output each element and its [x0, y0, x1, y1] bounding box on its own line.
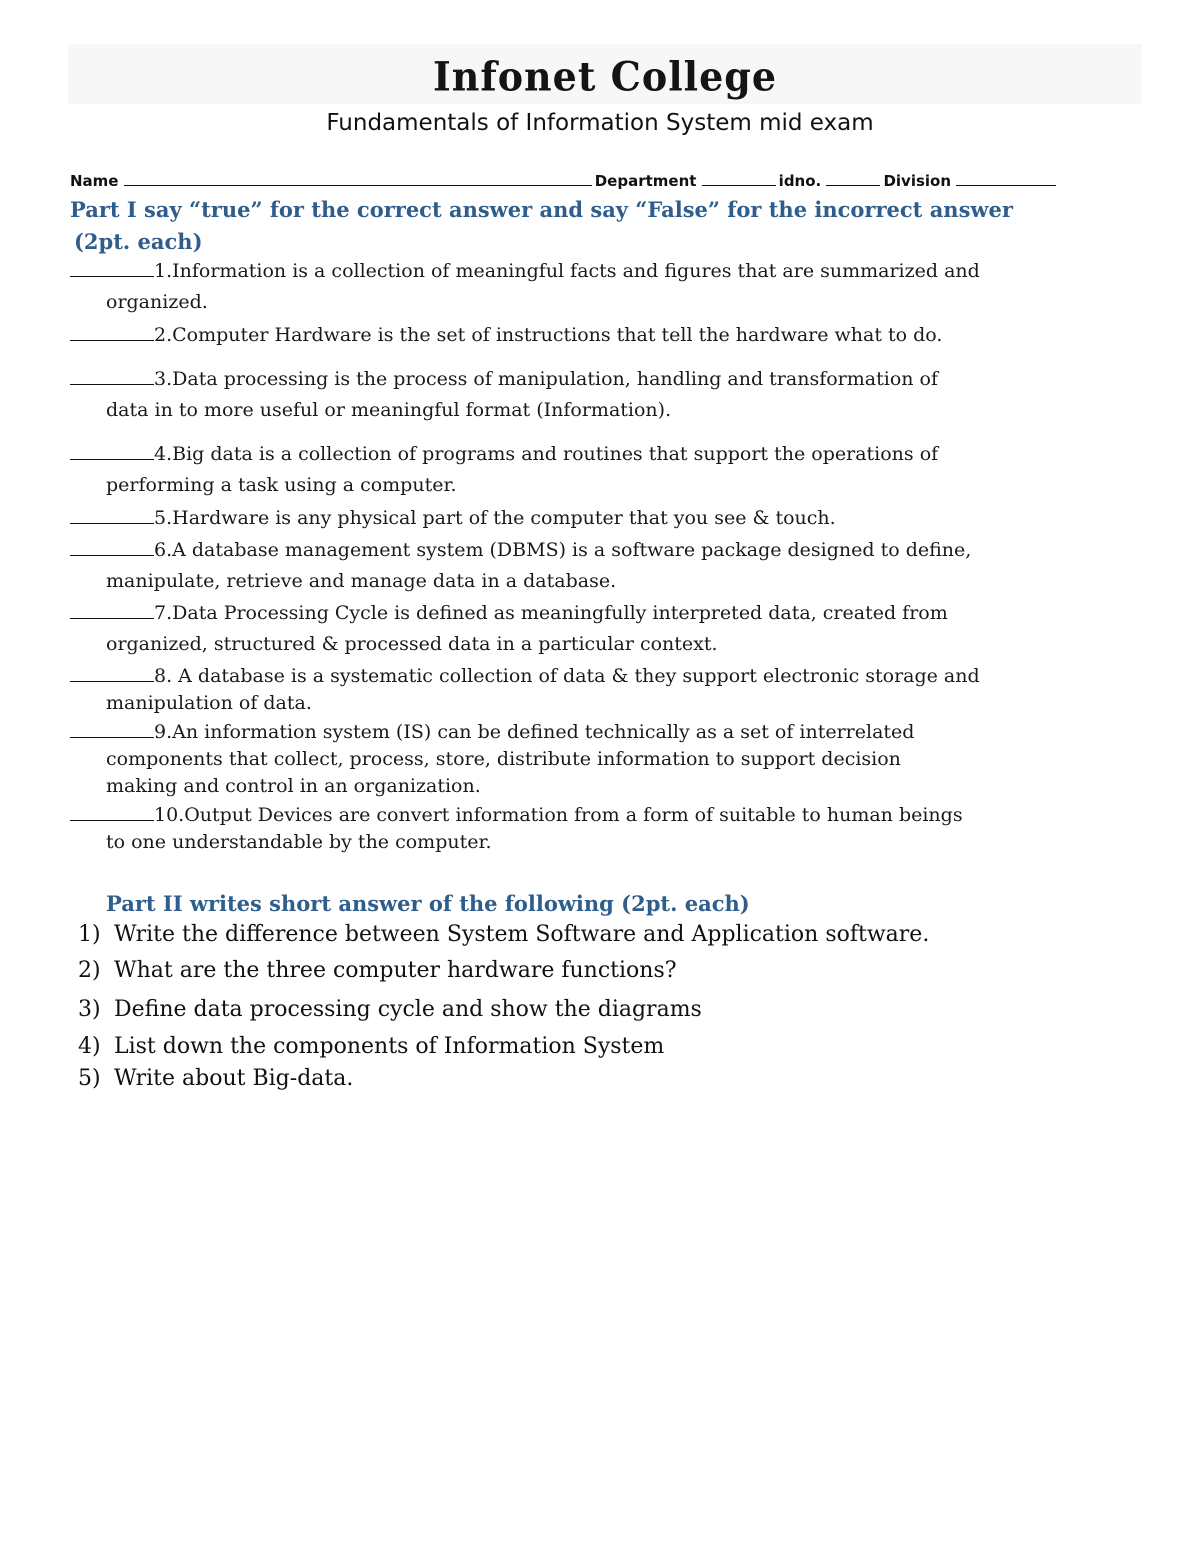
question-text: 7.Data Processing Cycle is defined as meaningfully interpreted data, created from — [154, 602, 948, 624]
question-number: 4) — [78, 1034, 101, 1059]
answer-blank[interactable] — [70, 440, 154, 460]
idno-label: idno. — [778, 172, 822, 190]
question-text-cont: organized. — [106, 291, 208, 313]
tf-question-6 — [70, 535, 1145, 597]
answer-blank[interactable] — [70, 801, 154, 821]
part1-heading: Part I say “true” for the correct answer and say “False” for the incorrect answer — [70, 197, 1013, 222]
question-text-cont: performing a task using a computer. — [106, 474, 457, 496]
tf-question-10 — [70, 801, 1145, 856]
department-field[interactable] — [702, 170, 776, 186]
part2-heading: Part II writes short answer of the following (2pt. each) — [106, 891, 750, 916]
division-label: Division — [883, 172, 952, 190]
question-text: 10.Output Devices are convert information from a form of suitable to human beings — [154, 804, 963, 826]
question-text-cont: organized, structured & processed data in a particular context. — [106, 633, 718, 655]
exam-title: Fundamentals of Information System mid exam — [326, 110, 874, 136]
tf-question-5 — [70, 503, 1145, 534]
college-banner — [68, 44, 1142, 104]
answer-blank[interactable] — [70, 504, 154, 524]
question-number: 3) — [78, 997, 101, 1022]
question-text-cont: data in to more useful or meaningful format (Information). — [106, 399, 672, 421]
tf-question-2 — [70, 320, 1145, 351]
division-field[interactable] — [956, 170, 1056, 186]
question-text: 6.A database management system (DBMS) is a software package designed to define, — [154, 539, 972, 561]
answer-blank[interactable] — [70, 365, 154, 385]
answer-blank[interactable] — [70, 599, 154, 619]
college-name: Infonet College — [432, 52, 778, 101]
short-answer-2 — [78, 958, 677, 983]
question-number: 2) — [78, 958, 101, 983]
question-text: 9.An information system (IS) can be defined technically as a set of interrelated — [154, 721, 915, 743]
question-text: 3.Data processing is the process of manipulation, handling and transformation of — [154, 368, 939, 390]
question-text: List down the components of Information System — [114, 1034, 665, 1059]
question-text: What are the three computer hardware functions? — [114, 958, 677, 983]
department-label: Department — [594, 172, 697, 190]
short-answer-4 — [78, 1034, 664, 1059]
question-text-cont: manipulate, retrieve and manage data in a database. — [106, 570, 617, 592]
short-answer-3 — [78, 997, 702, 1022]
tf-question-7 — [70, 598, 1145, 660]
short-answer-5 — [78, 1066, 353, 1091]
answer-blank[interactable] — [70, 718, 154, 738]
tf-question-4 — [70, 439, 1145, 501]
tf-question-8 — [70, 662, 1145, 717]
question-number: 5) — [78, 1066, 101, 1091]
answer-blank[interactable] — [70, 257, 154, 277]
question-text: Write about Big-data. — [114, 1066, 354, 1091]
answer-blank[interactable] — [70, 662, 154, 682]
name-label: Name — [70, 172, 119, 190]
question-text: 1.Information is a collection of meaningful facts and figures that are summarized and — [154, 260, 980, 282]
question-text: 8. A database is a systematic collection of data & they support electronic storage and — [154, 665, 980, 687]
short-answer-1 — [78, 922, 929, 947]
question-number: 1) — [78, 922, 101, 947]
question-text-cont: manipulation of data. — [106, 692, 312, 714]
tf-question-9 — [70, 718, 1145, 800]
tf-question-3 — [70, 364, 1145, 426]
student-info-line — [70, 170, 1059, 190]
question-text: Define data processing cycle and show the diagrams — [114, 997, 702, 1022]
question-text: 5.Hardware is any physical part of the computer that you see & touch. — [154, 507, 836, 529]
question-text-cont: making and control in an organization. — [106, 775, 481, 797]
question-text-cont: to one understandable by the computer. — [106, 831, 492, 853]
tf-question-1 — [70, 256, 1145, 318]
idno-field[interactable] — [826, 170, 880, 186]
part1-points: (2pt. each) — [74, 229, 203, 254]
answer-blank[interactable] — [70, 321, 154, 341]
name-field[interactable] — [124, 170, 592, 186]
question-text-cont: components that collect, process, store, distribute information to support decision — [106, 748, 901, 770]
question-text: 2.Computer Hardware is the set of instructions that tell the hardware what to do. — [154, 324, 943, 346]
question-text: Write the difference between System Software and Application software. — [114, 922, 930, 947]
answer-blank[interactable] — [70, 536, 154, 556]
question-text: 4.Big data is a collection of programs and routines that support the operations of — [154, 443, 939, 465]
